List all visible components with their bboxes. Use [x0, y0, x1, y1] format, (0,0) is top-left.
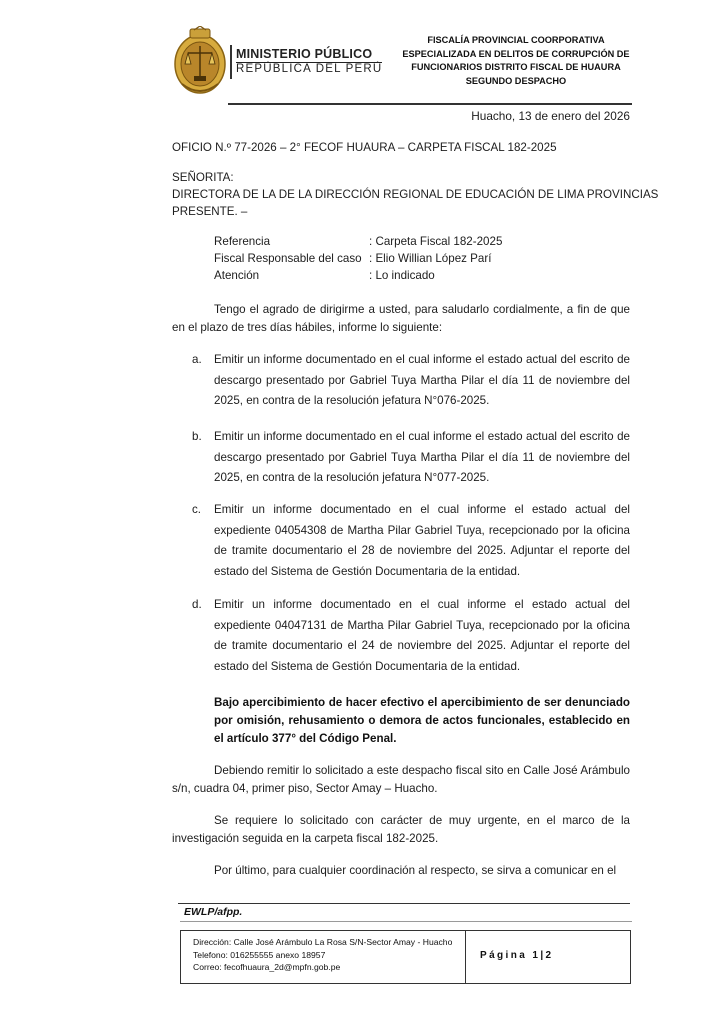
brand-country: REPÚBLICA DEL PERÚ: [236, 63, 383, 75]
final-paragraph: Por último, para cualquier coordinación al respecto, se sirva a comunicar en el: [214, 864, 617, 877]
letterhead: [172, 26, 632, 102]
oficio-number: OFICIO N.º 77-2026 – 2° FECOF HUAURA – CARPETA FISCAL 182-2025: [172, 141, 557, 154]
address-line: Dirección: Calle José Arámbulo La Rosa S/N-Sector Amay - Huacho: [193, 937, 453, 947]
item-letter: c.: [192, 503, 202, 516]
reference-row: [214, 268, 502, 285]
item-letter: d.: [192, 598, 202, 611]
ministerio-publico-seal-icon: [172, 26, 228, 96]
reference-value: : Carpeta Fiscal 182-2025: [369, 235, 503, 248]
brand-name: MINISTERIO PÚBLICO: [236, 47, 373, 61]
reference-value: : Elio Willian López Parí: [369, 251, 492, 265]
brand-divider: [230, 45, 232, 79]
office-line: FUNCIONARIOS DISTRITO FISCAL DE HUAURA: [411, 62, 621, 72]
presente: PRESENTE. –: [172, 205, 248, 218]
office-name: [400, 34, 632, 88]
item-letter: b.: [192, 430, 202, 443]
office-line: FISCALÍA PROVINCIAL COORPORATIVA: [427, 35, 605, 45]
item-text: Emitir un informe documentado en el cual informe el estado actual del escrito de descargo presentado por Gabriel Tuya Martha Pilar el día 11 de noviembre del 2025, en contra de la resolución jefatura N°076-2025.: [214, 353, 630, 408]
recipient: DIRECTORA DE LA DE LA DIRECCIÓN REGIONAL DE EDUCACIÓN DE LIMA PROVINCIAS: [172, 188, 659, 201]
remit-paragraph: Debiendo remitir lo solicitado a este despacho fiscal sito en Calle José Arámbulo s/n, cuadra 04, primer piso, Sector Amay – Huacho.: [172, 764, 630, 795]
letter-date: Huacho, 13 de enero del 2026: [471, 109, 630, 123]
contact-box: [180, 930, 466, 984]
salutation: SEÑORITA:: [172, 171, 234, 184]
page-number: Página 1|2: [480, 950, 554, 961]
reference-row: [214, 234, 502, 251]
urgent-paragraph: Se requiere lo solicitado con carácter de muy urgente, en el marco de la investigación seguida en la carpeta fiscal 182-2025.: [172, 814, 630, 845]
reference-label: Atención: [214, 268, 260, 282]
email-line: Correo: fecofhuaura_2d@mpfn.gob.pe: [193, 962, 341, 972]
phone-line: Telefono: 016255555 anexo 18957: [193, 949, 326, 960]
contact-lines: [193, 936, 452, 974]
item-letter: a.: [192, 353, 202, 366]
warning-paragraph: Bajo apercibimiento de hacer efectivo el apercibimiento de ser denunciado por omisión, rehusamiento o demora de actos funcionales, establecido en el artículo 377° del Código Penal.: [214, 696, 630, 745]
reference-label: Fiscal Responsable del caso: [214, 251, 362, 265]
reference-value: : Lo indicado: [369, 268, 435, 282]
author-initials: EWLP/afpp.: [184, 906, 243, 918]
initials-underline: [180, 921, 632, 922]
item-text: Emitir un informe documentado en el cual informe el estado actual del escrito de descargo presentado por Gabriel Tuya Martha Pilar el día 11 de noviembre del 2025, en contra de la resolución jefatura N°077-2025.: [214, 430, 630, 485]
references-block: [214, 234, 502, 284]
header-divider: [228, 103, 632, 105]
office-line: ESPECIALIZADA EN DELITOS DE CORRUPCIÓN DE: [402, 48, 630, 59]
office-line: SEGUNDO DESPACHO: [465, 75, 567, 86]
item-text: Emitir un informe documentado en el cual informe el estado actual del expediente 04054308 de Martha Pilar Gabriel Tuya, recepcionado por la oficina de tramite documentario el 28 de noviembre del 2025. Adjuntar el reporte del estado del Sistema de Gestión Documentaria de la entidad.: [214, 503, 630, 578]
reference-row: [214, 251, 502, 268]
addressee-block: [172, 169, 658, 220]
page-number-box: [464, 930, 631, 984]
reference-label: Referencia: [214, 235, 271, 248]
intro-paragraph: Tengo el agrado de dirigirme a usted, para saludarlo cordialmente, a fin de que en el plazo de tres días hábiles, informe lo siguiente:: [172, 303, 630, 334]
item-text: Emitir un informe documentado en el cual informe el estado actual del expediente 04047131 de Martha Pilar Gabriel Tuya, recepcionado por la oficina de tramite documentario el 24 de noviembre del 2025. Adjuntar el reporte del estado del Sistema de Gestión Documentaria de la entidad.: [214, 598, 630, 673]
footer-divider: [178, 903, 630, 904]
